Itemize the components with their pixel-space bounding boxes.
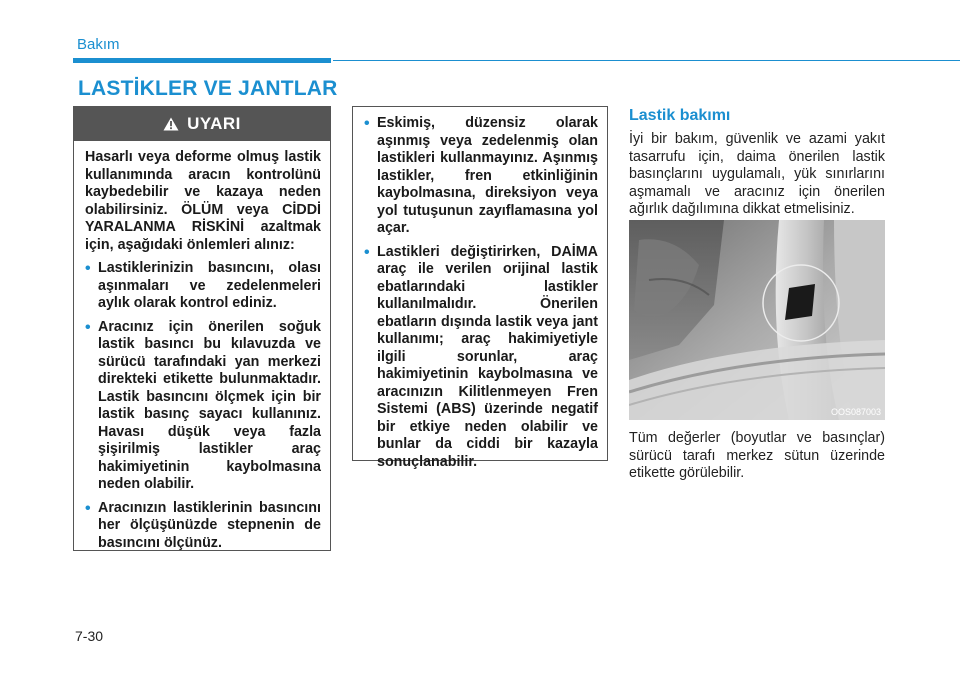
list-item: • Lastiklerinizin basıncını, olası aşınmaları ve zedelenmeleri aylık olarak kontrol ediniz. — [85, 260, 321, 313]
warning-continued-body — [353, 107, 607, 471]
warning-bullet-list — [85, 260, 321, 552]
warning-body — [74, 141, 330, 552]
list-item: • Aracınız için önerilen soğuk lastik basıncı bu kılavuzda ve sürücü tarafındaki yan merkezi direkteki etikette bulunmaktadır. Lastik basıncını ölçmek için bir lastik basınç sayacı kullanınız. Havası düşük veya fazla şişirilmiş lastikler araç hakimiyetinin kaybolmasına neden olabilir. — [85, 319, 321, 494]
page-title: LASTİKLER VE JANTLAR — [78, 77, 338, 100]
header-rule-thick — [73, 58, 331, 63]
warning-header — [74, 107, 330, 141]
warning-triangle-icon — [163, 117, 179, 131]
warning-box — [73, 106, 331, 551]
warning-label: UYARI — [187, 114, 241, 133]
door-pillar-photo — [629, 220, 885, 420]
list-item: • Eskimiş, düzensiz olarak aşınmış veya zedelenmiş olan lastikleri kullanmayınız. Aşınmış lastikler, fren etkinliğinin kaybolmasına, direksiyon veya yol tutuşunun zayıflamasına yol açar. — [364, 115, 598, 238]
photo-code: OOS087003 — [830, 407, 881, 417]
list-item: • Lastikleri değiştirirken, DAİMA araç ile verilen orijinal lastik ebatlarındaki lastikler kullanılmalıdır. Önerilen ebatların dışında lastik veya jant kullanımı; araç hakimiyetiyle ilgili sorunlar, araç hakimiyetinin kaybolmasına ve aracınızın Kilitlenmeyen Fren Sistemi (ABS) üzerinde negatif bir etkiye neden olabilir ve bunlar da ciddi bir kazayla sonuçlanabilir. — [364, 244, 598, 472]
section-label: Bakım — [77, 36, 120, 53]
label-location-paragraph: Tüm değerler (boyutlar ve basınçlar) sürücü tarafı merkez sütun üzerinde etikette görülebilir. — [629, 430, 885, 482]
warning-continued-box — [352, 106, 608, 470]
tire-care-paragraph: İyi bir bakım, güvenlik ve azami yakıt tasarrufu için, daima önerilen lastik basınçlarını uygulamalı, yük sınırlarını aşmamalı ve aracınız için önerilen ağırlık dağılımına dikkat etmelisiniz. — [629, 131, 885, 218]
page-number: 7-30 — [75, 628, 104, 644]
continued-bullet-list — [364, 115, 598, 471]
header-rule-thin — [333, 60, 960, 61]
door-pillar-illustration — [629, 220, 885, 420]
tire-care-title: Lastik bakımı — [629, 107, 731, 124]
list-item: • Aracınızın lastiklerinin basıncını her ölçüşünüzde stepnenin de basıncını ölçünüz. — [85, 500, 321, 553]
warning-intro: Hasarlı veya deforme olmuş lastik kullanımında aracın kontrolünü kaybedebilir ve kazaya neden olabilirsiniz. ÖLÜM veya CİDDİ YARALANMA RİSKİNİ azaltmak için, aşağıdaki önlemleri alınız: — [85, 149, 321, 253]
